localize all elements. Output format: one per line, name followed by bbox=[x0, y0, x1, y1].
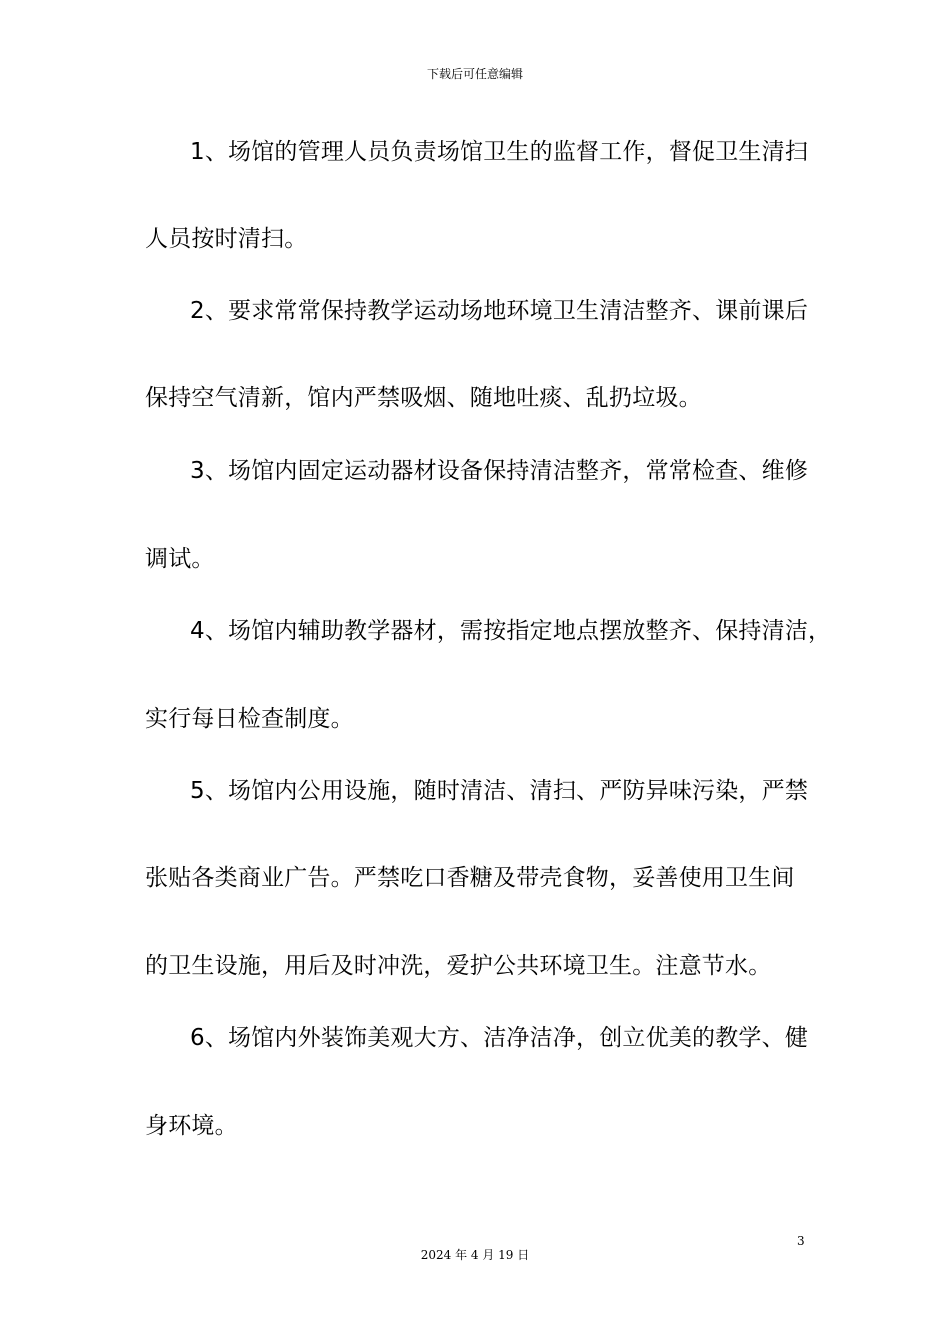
footer-date: 2024 年 4 月 19 日 bbox=[420, 1248, 530, 1262]
page-header: 下载后可任意编辑 bbox=[426, 67, 523, 81]
page-number: 3 bbox=[797, 1234, 805, 1248]
paragraph-5-line-3: 的卫生设施，用后及时冲洗，爱护公共环境卫生。注意节水。 bbox=[145, 953, 772, 979]
paragraph-5-line-2: 张贴各类商业广告。严禁吃口香糖及带壳食物，妥善使用卫生间 bbox=[145, 865, 795, 891]
paragraph-5-line-1: 5、场馆内公用设施，随时清洁、清扫、严防异味污染，严禁 bbox=[190, 778, 809, 804]
paragraph-4-line-1: 4、场馆内辅助教学器材，需按指定地点摆放整齐、保持清洁， bbox=[190, 618, 832, 644]
paragraph-2-line-1: 2、要求常常保持教学运动场地环境卫生清洁整齐、课前课后 bbox=[190, 298, 809, 324]
paragraph-3-line-1: 3、场馆内固定运动器材设备保持清洁整齐，常常检查、维修 bbox=[190, 458, 809, 484]
paragraph-3-line-2: 调试。 bbox=[145, 546, 215, 572]
paragraph-2-line-2: 保持空气清新，馆内严禁吸烟、随地吐痰、乱扔垃圾。 bbox=[145, 385, 702, 411]
paragraph-6-line-2: 身环境。 bbox=[145, 1113, 238, 1139]
paragraph-1-line-2: 人员按时清扫。 bbox=[145, 226, 308, 252]
paragraph-6-line-1: 6、场馆内外装饰美观大方、洁净洁净，创立优美的教学、健 bbox=[190, 1025, 809, 1051]
paragraph-1-line-1: 1、场馆的管理人员负责场馆卫生的监督工作，督促卫生清扫 bbox=[190, 139, 809, 165]
paragraph-4-line-2: 实行每日检查制度。 bbox=[145, 706, 354, 732]
